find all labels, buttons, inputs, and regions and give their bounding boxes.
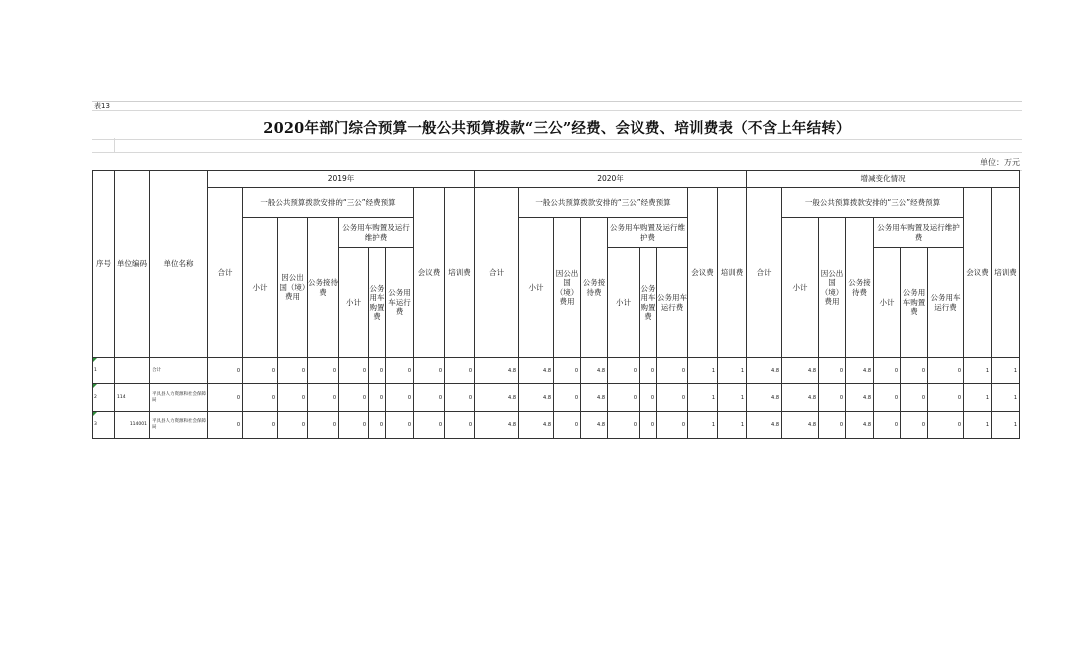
cell-value: 0: [657, 384, 688, 412]
cell-value: 0: [414, 384, 445, 412]
header-2020-vehicle-operation: 公务用车运行费: [657, 248, 688, 358]
cell-value: 0: [369, 358, 386, 384]
cell-value: 0: [208, 384, 243, 412]
header-change-abroad: 因公出国（境）费用: [819, 218, 846, 358]
header-2020-sangong: 一般公共预算拨款安排的“三公”经费预算: [519, 188, 688, 218]
header-2019-training: 培训费: [445, 188, 475, 358]
row-name: 合计: [150, 358, 208, 384]
cell-value: 1: [688, 358, 718, 384]
header-2020-meeting: 会议费: [688, 188, 718, 358]
header-2020-subtotal: 小计: [519, 218, 554, 358]
cell-value: 4.8: [519, 384, 554, 412]
budget-table: [92, 170, 1020, 439]
cell-value: 1: [718, 358, 747, 384]
cell-value: 0: [657, 412, 688, 439]
row-code: 114001: [115, 412, 150, 439]
form-number: 表13: [94, 102, 110, 110]
row-seq-text: 1: [94, 367, 97, 373]
header-change-vehicle-subtotal: 小计: [874, 248, 901, 358]
unit-row: [92, 152, 1022, 171]
cell-value: 4.8: [475, 358, 519, 384]
cell-value: 4.8: [782, 358, 819, 384]
cell-value: 0: [414, 412, 445, 439]
table-row: [93, 384, 1020, 412]
header-2020-vehicle-subtotal: 小计: [608, 248, 640, 358]
unit-label: 单位：万元: [980, 158, 1020, 167]
cell-value: 0: [874, 358, 901, 384]
cell-value: 4.8: [747, 384, 782, 412]
cell-value: 0: [386, 358, 414, 384]
header-2019-vehicle-operation: 公务用车运行费: [386, 248, 414, 358]
header-change-subtotal: 小计: [782, 218, 819, 358]
header-seq: 序号: [93, 171, 115, 358]
header-2019-subtotal: 小计: [243, 218, 278, 358]
blank-row: [92, 138, 1022, 153]
cell-flag-icon: [93, 358, 97, 362]
header-2020-vehicle: 公务用车购置及运行维护费: [608, 218, 688, 248]
cell-value: 0: [819, 384, 846, 412]
cell-value: 0: [308, 358, 339, 384]
cell-value: 0: [278, 358, 308, 384]
header-2019-vehicle-subtotal: 小计: [339, 248, 369, 358]
cell-value: 1: [688, 384, 718, 412]
cell-value: 1: [964, 384, 992, 412]
table-row: [93, 358, 1020, 384]
row-seq-text: 3: [94, 422, 97, 427]
cell-value: 0: [386, 412, 414, 439]
cell-value: 4.8: [747, 358, 782, 384]
cell-value: 0: [208, 358, 243, 384]
blank-cell: [92, 138, 115, 152]
cell-value: 0: [369, 412, 386, 439]
row-code: 114: [115, 384, 150, 412]
header-2020-reception: 公务接待费: [581, 218, 608, 358]
header-year-2019: 2019年: [208, 171, 475, 188]
header-change-meeting: 会议费: [964, 188, 992, 358]
cell-value: 0: [554, 358, 581, 384]
header-change-training: 培训费: [992, 188, 1020, 358]
cell-value: 0: [874, 384, 901, 412]
cell-value: 1: [992, 412, 1020, 439]
cell-value: 0: [819, 358, 846, 384]
header-change-vehicle-purchase: 公务用车购置费: [901, 248, 928, 358]
header-2019-vehicle-purchase: 公务用车购置费: [369, 248, 386, 358]
cell-value: 4.8: [846, 384, 874, 412]
table-row: [93, 412, 1020, 439]
cell-value: 0: [554, 412, 581, 439]
row-seq: [93, 358, 115, 384]
header-change: 增减变化情况: [747, 171, 1020, 188]
cell-value: 1: [718, 412, 747, 439]
cell-value: 0: [208, 412, 243, 439]
header-2020-abroad: 因公出国（境）费用: [554, 218, 581, 358]
cell-flag-icon: [93, 384, 97, 388]
header-change-total: 合计: [747, 188, 782, 358]
cell-value: 0: [640, 412, 657, 439]
row-seq-text: 2: [94, 394, 97, 400]
sheet-title: 2020年部门综合预算一般公共预算拨款“三公”经费、会议费、培训费表（不含上年结转）: [263, 120, 851, 137]
header-2019-reception: 公务接待费: [308, 218, 339, 358]
header-2020-training: 培训费: [718, 188, 747, 358]
cell-value: 0: [928, 384, 964, 412]
cell-value: 0: [640, 384, 657, 412]
header-unit-name: 单位名称: [150, 171, 208, 358]
cell-value: 0: [243, 384, 278, 412]
cell-value: 4.8: [519, 412, 554, 439]
cell-value: 4.8: [581, 358, 608, 384]
cell-value: 0: [278, 384, 308, 412]
cell-value: 0: [901, 412, 928, 439]
cell-value: 4.8: [782, 412, 819, 439]
header-2019-meeting: 会议费: [414, 188, 445, 358]
cell-value: 0: [339, 358, 369, 384]
cell-value: 0: [874, 412, 901, 439]
cell-value: 0: [308, 412, 339, 439]
header-unit-code: 单位编码: [115, 171, 150, 358]
header-2019-sangong: 一般公共预算拨款安排的“三公”经费预算: [243, 188, 414, 218]
cell-flag-icon: [93, 412, 97, 416]
cell-value: 4.8: [846, 412, 874, 439]
cell-value: 0: [339, 412, 369, 439]
header-2020-vehicle-purchase: 公务用车购置费: [640, 248, 657, 358]
cell-value: 0: [308, 384, 339, 412]
cell-value: 4.8: [475, 412, 519, 439]
cell-value: 0: [657, 358, 688, 384]
cell-value: 4.8: [581, 384, 608, 412]
row-code: [115, 358, 150, 384]
cell-value: 0: [819, 412, 846, 439]
header-2019-vehicle: 公务用车购置及运行维护费: [339, 218, 414, 248]
cell-value: 1: [964, 358, 992, 384]
cell-value: 0: [608, 358, 640, 384]
cell-value: 4.8: [782, 384, 819, 412]
header-2019-total: 合计: [208, 188, 243, 358]
cell-value: 0: [445, 384, 475, 412]
cell-value: 1: [992, 384, 1020, 412]
cell-value: 0: [278, 412, 308, 439]
cell-value: 0: [901, 358, 928, 384]
cell-value: 0: [445, 412, 475, 439]
cell-value: 1: [718, 384, 747, 412]
header-change-sangong: 一般公共预算拨款安排的“三公”经费预算: [782, 188, 964, 218]
cell-value: 4.8: [519, 358, 554, 384]
cell-value: 0: [928, 412, 964, 439]
cell-value: 0: [608, 412, 640, 439]
cell-value: 0: [928, 358, 964, 384]
cell-value: 4.8: [475, 384, 519, 412]
cell-value: 4.8: [581, 412, 608, 439]
cell-value: 1: [964, 412, 992, 439]
cell-value: 0: [608, 384, 640, 412]
cell-value: 0: [243, 412, 278, 439]
cell-value: 0: [243, 358, 278, 384]
cell-value: 0: [445, 358, 475, 384]
cell-value: 0: [640, 358, 657, 384]
cell-value: 1: [992, 358, 1020, 384]
row-name: 平具县人力资源和社会保障局: [150, 384, 208, 412]
row-name: 平具县人力资源和社会保障局: [150, 412, 208, 439]
cell-value: 0: [386, 384, 414, 412]
cell-value: 0: [339, 384, 369, 412]
cell-value: 0: [901, 384, 928, 412]
cell-value: 1: [688, 412, 718, 439]
row-seq: [93, 412, 115, 439]
cell-value: 4.8: [747, 412, 782, 439]
header-year-2020: 2020年: [475, 171, 747, 188]
cell-value: 0: [369, 384, 386, 412]
header-change-reception: 公务接待费: [846, 218, 874, 358]
title-row: [92, 110, 1022, 140]
header-change-vehicle: 公务用车购置及运行维护费: [874, 218, 964, 248]
cell-value: 4.8: [846, 358, 874, 384]
header-2020-total: 合计: [475, 188, 519, 358]
header-2019-abroad: 因公出国（境）费用: [278, 218, 308, 358]
header-change-vehicle-operation: 公务用车运行费: [928, 248, 964, 358]
cell-value: 0: [414, 358, 445, 384]
row-seq: [93, 384, 115, 412]
cell-value: 0: [554, 384, 581, 412]
